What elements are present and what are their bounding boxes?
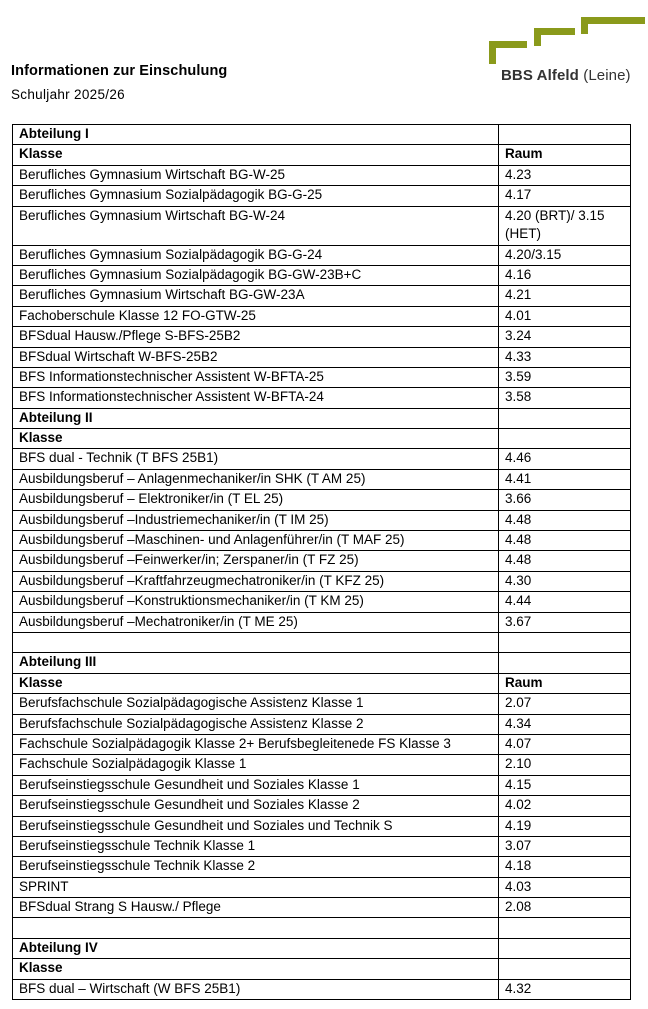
- class-name-cell: Berufseinstiegsschule Technik Klasse 2: [13, 857, 499, 877]
- table-row: [13, 694, 631, 714]
- table-row: [13, 918, 631, 938]
- class-name-cell: BFSdual Wirtschaft W-BFS-25B2: [13, 347, 499, 367]
- class-name-cell: Ausbildungsberuf –Maschinen- und Anlagenführer/in (T MAF 25): [13, 531, 499, 551]
- class-name-cell: Ausbildungsberuf –Feinwerker/in; Zerspaner/in (T FZ 25): [13, 551, 499, 571]
- class-name-cell: Berufsfachschule Sozialpädagogische Assistenz Klasse 2: [13, 714, 499, 734]
- room-cell: 4.30: [499, 571, 631, 591]
- room-cell: 4.01: [499, 306, 631, 326]
- room-cell: 4.41: [499, 469, 631, 489]
- class-name-cell: Berufliches Gymnasium Wirtschaft BG-W-25: [13, 165, 499, 185]
- table-row: [13, 245, 631, 265]
- class-name-cell: BFS dual – Wirtschaft (W BFS 25B1): [13, 979, 499, 999]
- table-row: [13, 449, 631, 469]
- room-cell: [499, 918, 631, 938]
- class-name-cell: BFS Informationstechnischer Assistent W-BFTA-24: [13, 388, 499, 408]
- class-name-cell: BFS Informationstechnischer Assistent W-BFTA-25: [13, 367, 499, 387]
- department-row: [13, 125, 631, 145]
- class-name-cell: Fachschule Sozialpädagogik Klasse 1: [13, 755, 499, 775]
- table-row: [13, 347, 631, 367]
- class-name-cell: Berufliches Gymnasium Wirtschaft BG-W-24: [13, 206, 499, 245]
- table-row: [13, 327, 631, 347]
- room-cell: 4.44: [499, 592, 631, 612]
- table-row: [13, 877, 631, 897]
- room-cell: [499, 632, 631, 652]
- department-title: Abteilung IV: [13, 938, 499, 958]
- table-row: [13, 816, 631, 836]
- table-row: [13, 286, 631, 306]
- table-row: [13, 714, 631, 734]
- department-title: Abteilung I: [13, 125, 499, 145]
- class-name-cell: SPRINT: [13, 877, 499, 897]
- department-title: Abteilung III: [13, 653, 499, 673]
- logo-text: [501, 67, 631, 84]
- room-cell: 4.03: [499, 877, 631, 897]
- department-title: Abteilung II: [13, 408, 499, 428]
- page-title: Informationen zur Einschulung: [11, 63, 228, 79]
- department-row: [13, 938, 631, 958]
- room-cell: 4.19: [499, 816, 631, 836]
- column-header-class: Klasse: [13, 145, 499, 165]
- empty-cell: [499, 653, 631, 673]
- table-row: [13, 632, 631, 652]
- table-row: [13, 510, 631, 530]
- class-name-cell: Berufseinstiegsschule Technik Klasse 1: [13, 836, 499, 856]
- room-cell: 4.02: [499, 796, 631, 816]
- class-name-cell: Fachschule Sozialpädagogik Klasse 2+ Berufsbegleitenede FS Klasse 3: [13, 734, 499, 754]
- table-row: [13, 165, 631, 185]
- room-cell: 3.07: [499, 836, 631, 856]
- table-row: [13, 755, 631, 775]
- table-row: [13, 388, 631, 408]
- room-cell: 4.20/3.15: [499, 245, 631, 265]
- table-row: [13, 206, 631, 245]
- department-row: [13, 408, 631, 428]
- room-cell: 4.20 (BRT)/ 3.15 (HET): [499, 206, 631, 245]
- table-header-row: [13, 145, 631, 165]
- room-cell: 3.24: [499, 327, 631, 347]
- table-row: [13, 265, 631, 285]
- room-cell: 4.16: [499, 265, 631, 285]
- class-name-cell: [13, 918, 499, 938]
- class-name-cell: [13, 632, 499, 652]
- logo-mark-icon: [487, 12, 647, 67]
- room-cell: 4.33: [499, 347, 631, 367]
- room-cell: 2.07: [499, 694, 631, 714]
- class-name-cell: Berufsfachschule Sozialpädagogische Assistenz Klasse 1: [13, 694, 499, 714]
- column-header-room: [499, 429, 631, 449]
- room-cell: 4.32: [499, 979, 631, 999]
- table-row: [13, 469, 631, 489]
- class-name-cell: Ausbildungsberuf –Mechatroniker/in (T ME 25): [13, 612, 499, 632]
- table-row: [13, 979, 631, 999]
- room-cell: 4.07: [499, 734, 631, 754]
- room-cell: 4.48: [499, 510, 631, 530]
- table-row: [13, 531, 631, 551]
- school-logo: [487, 12, 647, 92]
- column-header-room: [499, 959, 631, 979]
- class-name-cell: Ausbildungsberuf –Industriemechaniker/in (T IM 25): [13, 510, 499, 530]
- room-cell: 3.59: [499, 367, 631, 387]
- table-row: [13, 306, 631, 326]
- table-row: [13, 775, 631, 795]
- table-row: [13, 857, 631, 877]
- logo-name: BBS Alfeld: [501, 67, 579, 84]
- table-row: [13, 612, 631, 632]
- room-cell: 4.34: [499, 714, 631, 734]
- table-header-row: [13, 429, 631, 449]
- table-row: [13, 836, 631, 856]
- column-header-class: Klasse: [13, 429, 499, 449]
- table-row: [13, 490, 631, 510]
- class-name-cell: Berufseinstiegsschule Gesundheit und Soziales und Technik S: [13, 816, 499, 836]
- logo-suffix: (Leine): [583, 67, 631, 84]
- column-header-room: Raum: [499, 673, 631, 693]
- room-cell: 4.21: [499, 286, 631, 306]
- class-name-cell: Fachoberschule Klasse 12 FO-GTW-25: [13, 306, 499, 326]
- room-cell: 3.67: [499, 612, 631, 632]
- class-name-cell: Ausbildungsberuf – Elektroniker/in (T EL 25): [13, 490, 499, 510]
- empty-cell: [499, 408, 631, 428]
- room-cell: 2.10: [499, 755, 631, 775]
- class-name-cell: Berufliches Gymnasium Wirtschaft BG-GW-23A: [13, 286, 499, 306]
- table-row: [13, 898, 631, 918]
- room-cell: 4.15: [499, 775, 631, 795]
- room-cell: 4.46: [499, 449, 631, 469]
- class-name-cell: Berufliches Gymnasium Sozialpädagogik BG-G-24: [13, 245, 499, 265]
- class-name-cell: BFSdual Hausw./Pflege S-BFS-25B2: [13, 327, 499, 347]
- room-cell: 4.48: [499, 531, 631, 551]
- room-cell: 4.18: [499, 857, 631, 877]
- table-row: [13, 734, 631, 754]
- class-name-cell: Ausbildungsberuf – Anlagenmechaniker/in SHK (T AM 25): [13, 469, 499, 489]
- table-row: [13, 592, 631, 612]
- table-header-row: [13, 673, 631, 693]
- class-name-cell: Berufliches Gymnasium Sozialpädagogik BG-GW-23B+C: [13, 265, 499, 285]
- class-name-cell: Berufseinstiegsschule Gesundheit und Soziales Klasse 2: [13, 796, 499, 816]
- table-row: [13, 551, 631, 571]
- empty-cell: [499, 125, 631, 145]
- department-row: [13, 653, 631, 673]
- room-cell: 4.48: [499, 551, 631, 571]
- empty-cell: [499, 938, 631, 958]
- table-row: [13, 796, 631, 816]
- room-cell: 4.23: [499, 165, 631, 185]
- room-cell: 2.08: [499, 898, 631, 918]
- table-header-row: [13, 959, 631, 979]
- column-header-class: Klasse: [13, 959, 499, 979]
- table-row: [13, 571, 631, 591]
- enrollment-table: [12, 124, 631, 1000]
- column-header-class: Klasse: [13, 673, 499, 693]
- page-subtitle: Schuljahr 2025/26: [11, 87, 125, 102]
- class-name-cell: Berufliches Gymnasium Sozialpädagogik BG-G-25: [13, 186, 499, 206]
- room-cell: 3.66: [499, 490, 631, 510]
- class-name-cell: BFS dual - Technik (T BFS 25B1): [13, 449, 499, 469]
- room-cell: 4.17: [499, 186, 631, 206]
- enrollment-table-body: [13, 125, 631, 1000]
- class-name-cell: Berufseinstiegsschule Gesundheit und Soziales Klasse 1: [13, 775, 499, 795]
- class-name-cell: BFSdual Strang S Hausw./ Pflege: [13, 898, 499, 918]
- table-row: [13, 367, 631, 387]
- room-cell: 3.58: [499, 388, 631, 408]
- class-name-cell: Ausbildungsberuf –Kraftfahrzeugmechatroniker/in (T KFZ 25): [13, 571, 499, 591]
- column-header-room: Raum: [499, 145, 631, 165]
- table-row: [13, 186, 631, 206]
- class-name-cell: Ausbildungsberuf –Konstruktionsmechaniker/in (T KM 25): [13, 592, 499, 612]
